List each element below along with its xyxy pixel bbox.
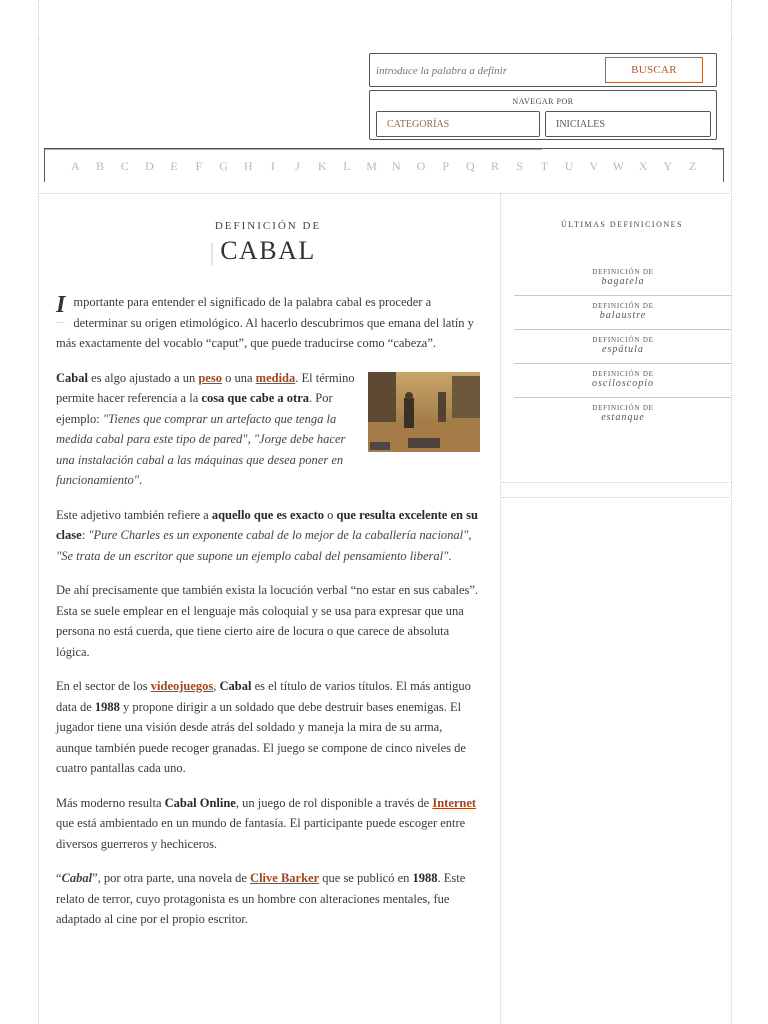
tab-initials[interactable]: INICIALES (545, 111, 711, 137)
alphabet-letter-p[interactable]: P (442, 159, 449, 173)
alphabet-letter-g[interactable]: G (219, 159, 228, 173)
link-videojuegos[interactable]: videojuegos (150, 679, 214, 693)
search-button[interactable]: BUSCAR (605, 57, 703, 83)
alphabet-letter-n[interactable]: N (391, 159, 401, 173)
sidebar-title: ÚLTIMAS DEFINICIONES (561, 220, 683, 229)
alphabet-letters (63, 155, 705, 177)
drop-cap: I (56, 294, 65, 323)
alphabet-letter-m[interactable]: M (366, 159, 377, 173)
alphabet-letter-h[interactable]: H (243, 159, 253, 173)
alphabet-letter-u[interactable]: U (564, 159, 574, 173)
alphabet-letter-e[interactable]: E (170, 159, 178, 173)
search-form (369, 53, 717, 87)
game-screenshot-image (368, 372, 480, 452)
tab-categories[interactable]: CATEGORÍAS (376, 111, 540, 137)
alphabet-letter-j[interactable]: J (295, 159, 300, 173)
alphabet-letter-w[interactable]: W (612, 159, 625, 173)
alphabet-letter-o[interactable]: O (416, 159, 426, 173)
sidebar-divider (502, 482, 732, 483)
link-peso[interactable]: peso (198, 370, 222, 385)
alphabet-letter-f[interactable]: F (195, 159, 203, 173)
link-clive-barker[interactable]: Clive Barker (250, 871, 320, 885)
paragraph-intro: I mportante para entender el significado de la palabra cabal es proceder a determinar su origen etimológico. Al hacerlo descubrimos que emana del latín y más exactamente del vocablo “caput”, que puede traducirse como “cabeza”. (56, 292, 474, 350)
browse-label: NAVEGAR POR (512, 97, 574, 106)
alphabet-bar (44, 148, 724, 182)
sidebar-divider (502, 497, 732, 498)
link-internet[interactable]: Internet (432, 795, 477, 810)
alphabet-letter-z[interactable]: Z (688, 159, 697, 173)
alphabet-letter-i[interactable]: I (270, 159, 275, 173)
search-input[interactable] (376, 61, 596, 81)
browse-nav (369, 90, 717, 140)
link-medida[interactable]: medida (255, 370, 296, 385)
page-title: CABAL (220, 236, 316, 265)
latest-definition-item[interactable]: DEFINICIÓN DE osciloscopio (514, 364, 732, 398)
paragraph-cabales: De ahí precisamente que también exista la locución verbal “no estar en sus cabales”. Esta se suele emplear en el lenguaje más coloquial y se usa para expresar que una persona no está cuerda, que tiene cierto aire de locura o que carece de absoluta lógica. (56, 583, 479, 659)
latest-definition-item[interactable]: DEFINICIÓN DE balaustre (514, 296, 732, 330)
paragraph-meaning: Cabal es algo ajustado a un peso o una medida. El término permite hacer referencia a la cosa que cabe a otra. Por ejemplo: "Tienes que comprar un artefacto que tenga la medida cabal para este tipo de pared", "Jorge debe hacer una instalación cabal a las máquinas que desea poner en funcionamiento". (56, 368, 480, 491)
column-divider (500, 193, 501, 1024)
latest-definition-item[interactable]: DEFINICIÓN DE estanque (592, 404, 654, 423)
alphabet-letter-v[interactable]: V (589, 159, 599, 173)
latest-definition-item[interactable]: DEFINICIÓN DE bagatela (514, 262, 732, 296)
alphabet-letter-t[interactable]: T (540, 159, 549, 173)
page-frame-top (38, 0, 732, 38)
paragraph-online: Más moderno resulta Cabal Online, un juego de rol disponible a través de Internet que está ambientado en un mundo de fantasía. El participante puede escoger entre diversos guerreros y hechiceros. (56, 795, 477, 851)
alphabet-letter-c[interactable]: C (120, 159, 129, 173)
alphabet-letter-k[interactable]: K (317, 159, 327, 173)
latest-definition-item[interactable]: DEFINICIÓN DE espátula (514, 330, 732, 364)
alphabet-letter-y[interactable]: Y (663, 159, 673, 173)
alphabet-letter-d[interactable]: D (145, 159, 154, 173)
definition-prefix: DEFINICIÓN DE (214, 220, 322, 232)
paragraph-exact: Este adjetivo también refiere a aquello que es exacto o que resulta excelente en su clase: "Pure Charles es un exponente cabal de lo mejor de la caballería nacional", "Se trata de un escritor que supone un ejemplo cabal del pensamiento liberal". (56, 507, 478, 563)
alphabet-letter-s[interactable]: S (516, 159, 524, 173)
alphabet-letter-q[interactable]: Q (466, 159, 475, 173)
alphabet-letter-r[interactable]: R (491, 159, 500, 173)
alphabet-letter-b[interactable]: B (96, 159, 105, 173)
paragraph-novel: “Cabal”, por otra parte, una novela de Clive Barker que se publicó en 1988. Este relato de terror, cuyo protagonista es un hombre con alteraciones mentales, fue adaptado al cine por el propio escritor. (56, 871, 466, 926)
header-divider (38, 193, 732, 194)
article-body (56, 292, 480, 944)
paragraph-videogames: En el sector de los videojuegos, Cabal es el título de varios títulos. El más antiguo data de 1988 y propone dirigir a un soldado que debe destruir bases enemigas. El jugador tiene una visión desde atrás del soldado y maneja la mira de su arma, aunque también puede recoger granadas. El juego se compone de cinco niveles de cuatro pantallas cada uno. (56, 679, 471, 775)
alphabet-letter-l[interactable]: L (343, 159, 351, 173)
alphabet-letter-x[interactable]: X (638, 159, 648, 173)
alphabet-letter-a[interactable]: A (71, 159, 80, 173)
latest-definitions-list (514, 262, 732, 432)
